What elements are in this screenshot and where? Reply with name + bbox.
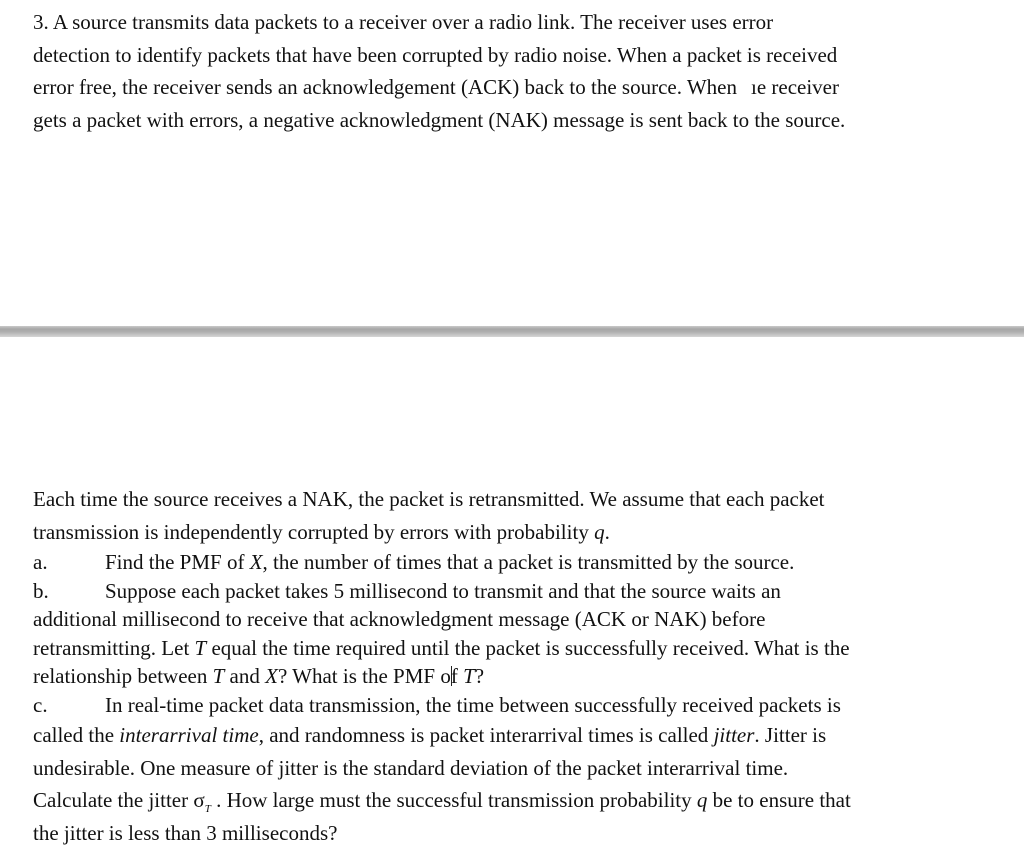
text-segment: and xyxy=(224,664,266,688)
variable-t: T xyxy=(463,664,475,688)
part-b-line: additional millisecond to receive that acknowledgment message (ACK or NAK) before xyxy=(33,607,766,631)
part-c-line xyxy=(33,691,993,720)
text-segment: be to ensure that xyxy=(707,788,851,812)
text-segment: error free, the receiver sends an acknowledgement (ACK) back to the source. When xyxy=(33,75,737,99)
variable-x: X xyxy=(249,550,263,574)
text-segment: , the number of times that a packet is transmitted by the source. xyxy=(262,550,795,574)
text-segment: , and randomness is packet interarrival times is called xyxy=(258,723,714,747)
variable-q: q xyxy=(594,519,605,544)
page-separator xyxy=(0,326,1024,337)
term-jitter: jitter xyxy=(713,723,755,747)
text-segment: Find the PMF of xyxy=(105,550,250,574)
variable-t: T xyxy=(212,664,225,688)
text-segment: relationship between xyxy=(33,664,213,688)
question-parts xyxy=(33,548,993,849)
text-segment: ıe receiver xyxy=(750,75,839,99)
text-line xyxy=(33,516,993,549)
part-c-label: c. xyxy=(33,692,48,717)
symbol-sigma: σ xyxy=(193,788,205,812)
variable-q: q xyxy=(696,788,708,812)
term-interarrival-time: interarrival time xyxy=(119,723,259,747)
part-c-line: undesirable. One measure of jitter is the standard deviation of the packet interarrival time. xyxy=(33,755,789,780)
retransmission-paragraph xyxy=(33,483,993,548)
text-segment: Calculate the jitter xyxy=(33,788,194,812)
part-c-line: the jitter is less than 3 milliseconds? xyxy=(33,820,338,845)
text-line: detection to identify packets that have been corrupted by radio noise. When a packet is received xyxy=(33,42,838,67)
part-c-line xyxy=(33,719,993,752)
text-segment: f xyxy=(450,664,464,688)
part-a xyxy=(33,548,993,577)
text-line: Each time the source receives a NAK, the packet is retransmitted. We assume that each packet xyxy=(33,487,825,511)
text-segment: ? xyxy=(474,664,485,688)
subscript-t: T xyxy=(204,803,211,816)
text-segment: retransmitting. Let xyxy=(33,635,195,660)
part-b-label: b. xyxy=(33,578,49,603)
text-segment: called the xyxy=(33,723,120,747)
part-b-line xyxy=(33,577,993,606)
text-line xyxy=(33,71,993,104)
part-b-line xyxy=(33,634,993,663)
variable-t: T xyxy=(194,635,207,660)
text-segment: In real-time packet data transmission, the time between successfully received packets is xyxy=(105,692,841,717)
part-b-line xyxy=(33,662,993,691)
part-c-line xyxy=(33,784,993,817)
problem-intro-paragraph xyxy=(33,6,993,136)
text-segment: Suppose each packet takes 5 millisecond to transmit and that the source waits an xyxy=(105,578,781,603)
part-a-label: a. xyxy=(33,550,48,574)
variable-x: X xyxy=(265,664,278,688)
text-segment: . xyxy=(604,519,610,544)
text-segment: ? What is the PMF o xyxy=(277,664,451,688)
text-line: gets a packet with errors, a negative acknowledgment (NAK) message is sent back to the source. xyxy=(33,107,846,132)
text-segment: transmission is independently corrupted by errors with probability xyxy=(33,519,589,544)
text-segment: . How large must the successful transmission probability xyxy=(210,788,697,812)
text-segment: equal the time required until the packet is successfully received. What is the xyxy=(206,635,850,660)
text-line: 3. A source transmits data packets to a receiver over a radio link. The receiver uses error xyxy=(33,10,774,34)
text-segment: . Jitter is xyxy=(754,723,827,747)
